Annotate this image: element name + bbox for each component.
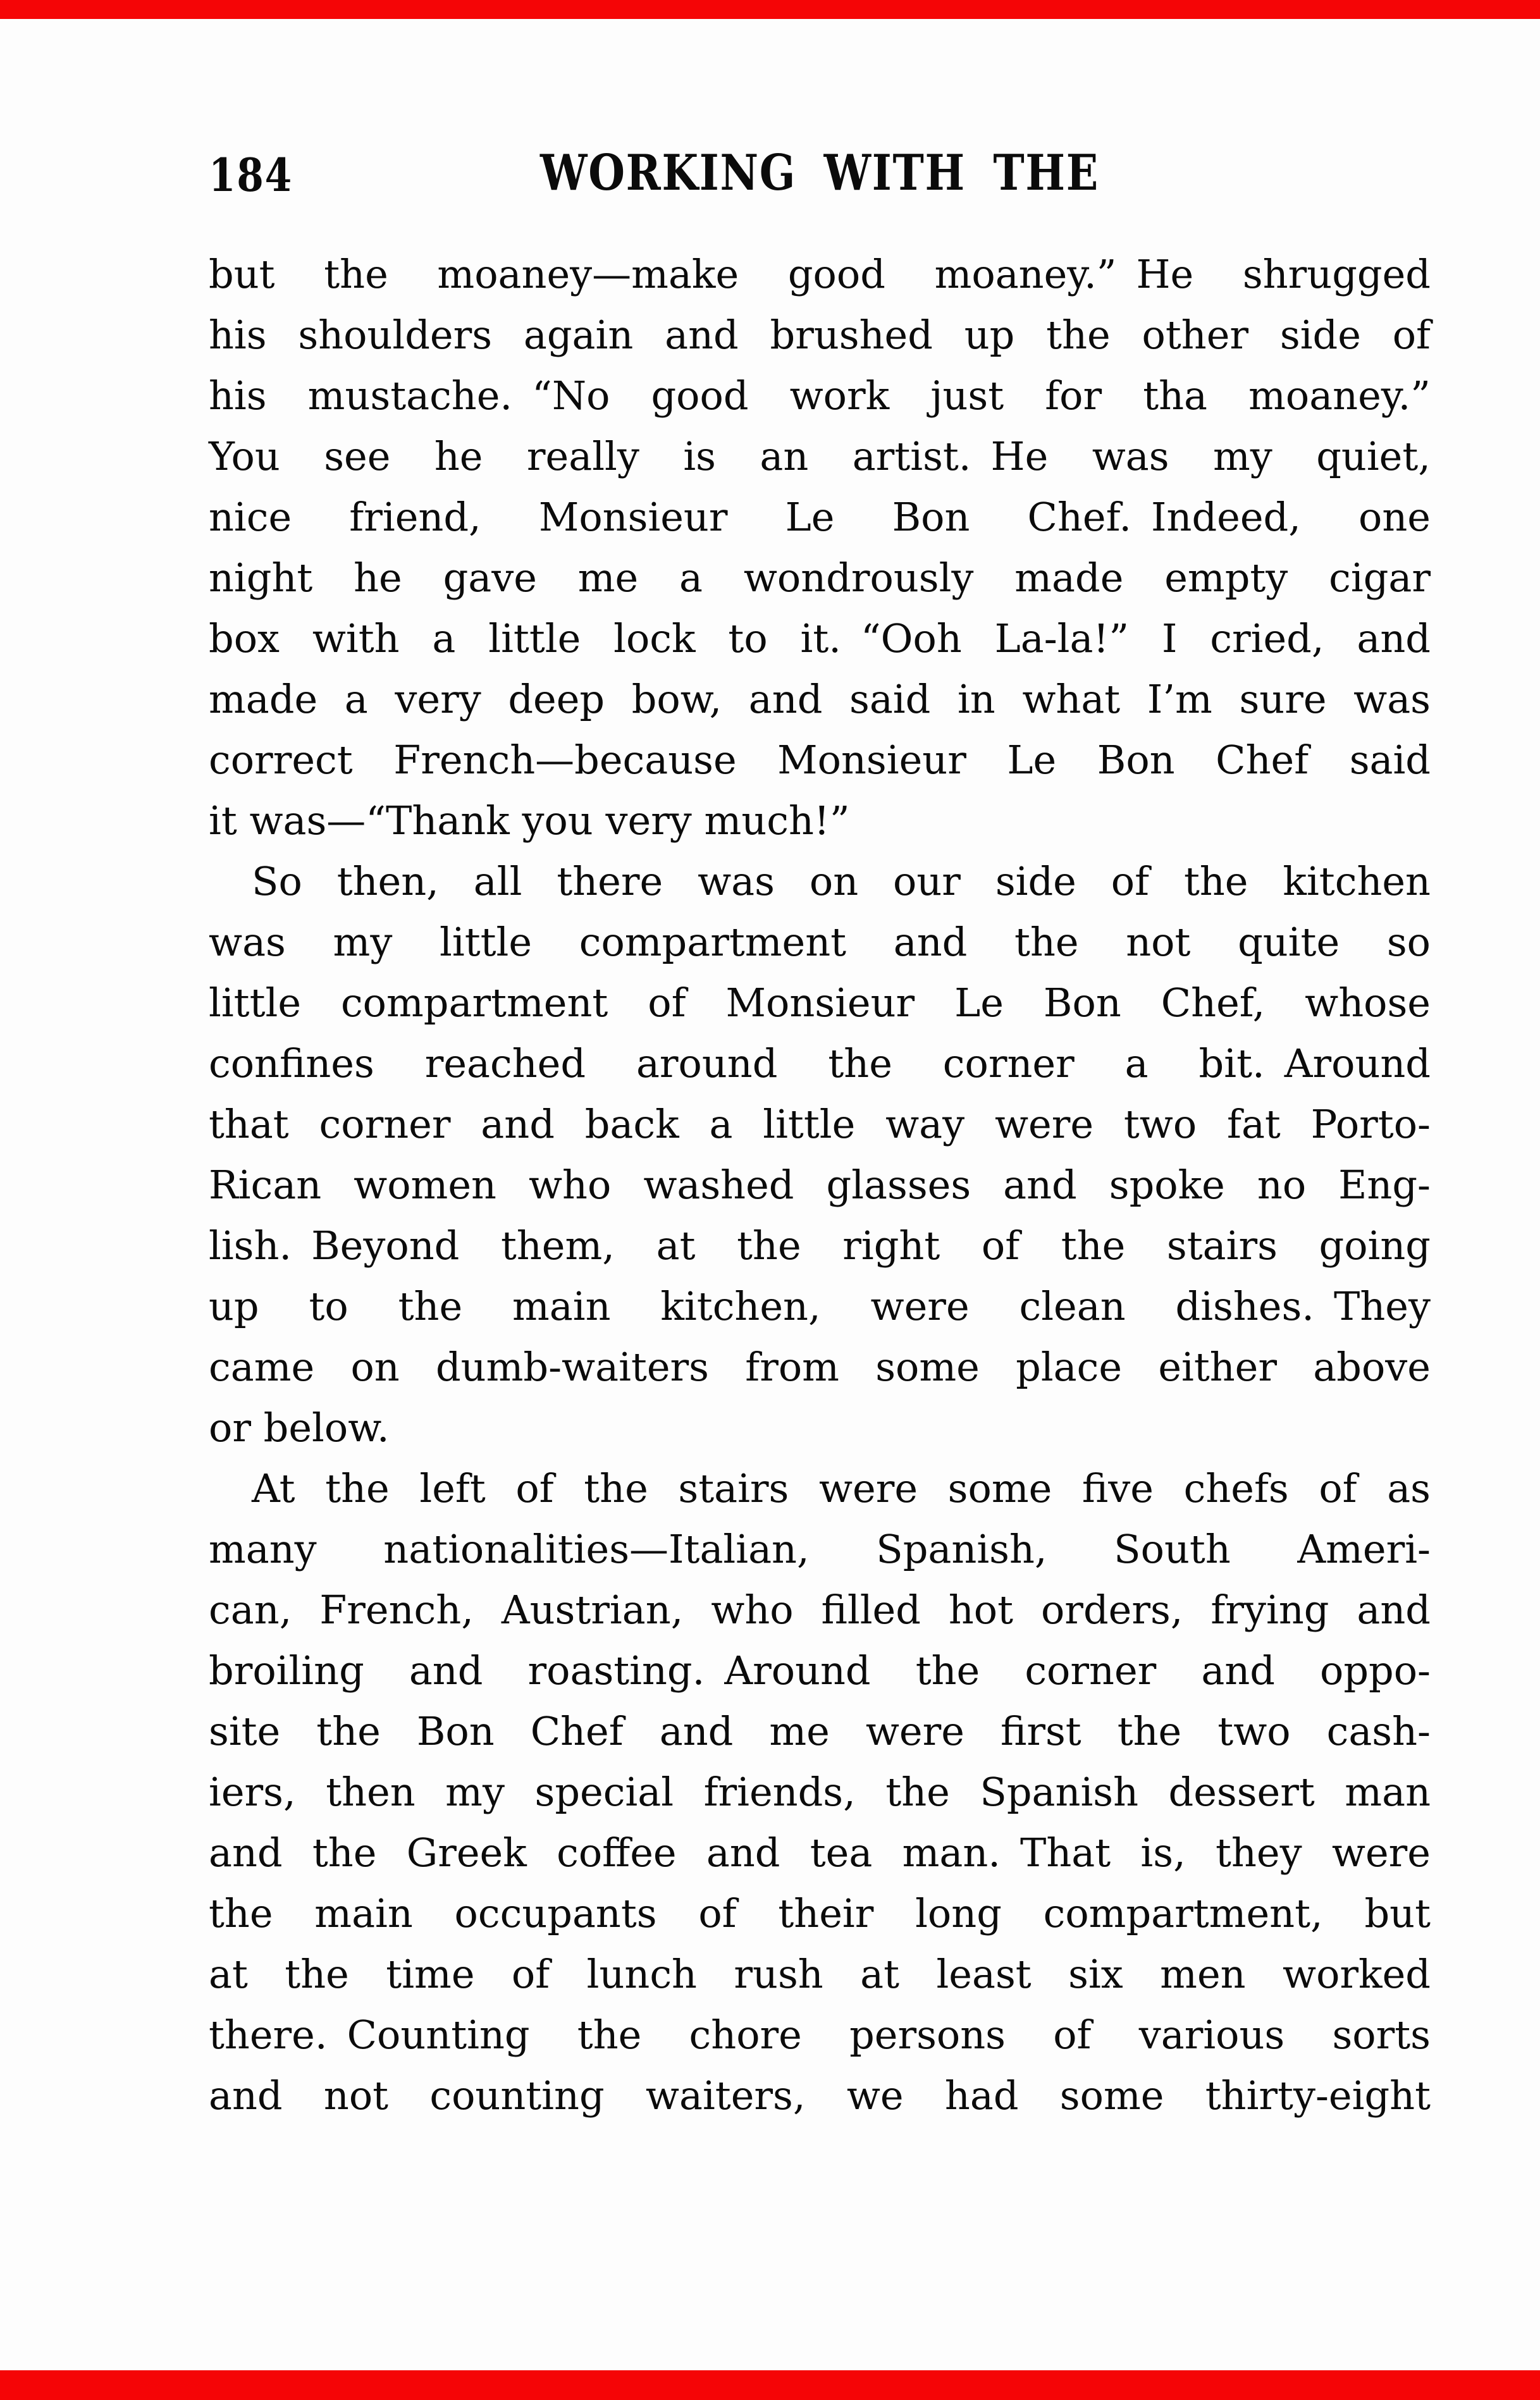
- text-line: night he gave me a wondrously made empty cigar: [209, 555, 1431, 601]
- scan-bar-bottom: [0, 2370, 1540, 2400]
- text-line: made a very deep bow, and said in what I’m sure was: [209, 676, 1431, 722]
- text-line: At the left of the stairs were some five chefs of as: [252, 1465, 1431, 1511]
- text-line: can, French, Austrian, who filled hot orders, frying and: [209, 1587, 1431, 1633]
- text-line: iers, then my special friends, the Spanish dessert man: [209, 1769, 1431, 1815]
- text-line: or below.: [209, 1405, 390, 1451]
- page-header: [209, 144, 1431, 210]
- text-line: it was—“Thank you very much!”: [209, 797, 850, 844]
- text-line: confines reached around the corner a bit. Around: [209, 1040, 1431, 1086]
- text-line: and the Greek coffee and tea man. That is, they were: [209, 1830, 1431, 1876]
- text-line: that corner and back a little way were two fat Porto-: [209, 1101, 1431, 1147]
- text-line: at the time of lunch rush at least six men worked: [209, 1951, 1431, 1997]
- page-number: 184: [209, 148, 293, 202]
- running-title: WORKING WITH THE: [540, 144, 1099, 202]
- text-line: correct French—because Monsieur Le Bon Chef said: [209, 737, 1431, 783]
- text-line: but the moaney—make good moaney.” He shrugged: [209, 251, 1431, 297]
- text-line: You see he really is an artist. He was my quiet,: [209, 433, 1431, 479]
- text-line: broiling and roasting. Around the corner and oppo-: [209, 1647, 1431, 1694]
- text-line: So then, all there was on our side of the kitchen: [252, 858, 1431, 904]
- text-line: lish. Beyond them, at the right of the stairs going: [209, 1222, 1431, 1269]
- text-line: came on dumb-waiters from some place either above: [209, 1344, 1431, 1390]
- text-line: his mustache. “No good work just for tha moaney.”: [209, 372, 1431, 419]
- text-line: many nationalities—Italian, Spanish, South Ameri-: [209, 1526, 1431, 1572]
- paragraph: [209, 1458, 1431, 2126]
- text-line: and not counting waiters, we had some thirty-eight: [209, 2072, 1431, 2119]
- text-line: the main occupants of their long compartment, but: [209, 1890, 1431, 1936]
- text-line: up to the main kitchen, were clean dishes. They: [209, 1283, 1431, 1329]
- scan-bar-top: [0, 0, 1540, 19]
- text-line: box with a little lock to it. “Ooh La-la!” I cried, and: [209, 615, 1431, 662]
- page-body: [209, 244, 1431, 2126]
- text-line: little compartment of Monsieur Le Bon Chef, whose: [209, 980, 1431, 1026]
- text-line: there. Counting the chore persons of various sorts: [209, 2012, 1431, 2058]
- text-line: Rican women who washed glasses and spoke no Eng-: [209, 1162, 1431, 1208]
- text-line: site the Bon Chef and me were first the two cash-: [209, 1708, 1431, 1754]
- text-line: was my little compartment and the not quite so: [209, 919, 1431, 965]
- paragraph: [209, 851, 1431, 1458]
- text-line: his shoulders again and brushed up the other side of: [209, 312, 1431, 358]
- text-line: nice friend, Monsieur Le Bon Chef. Indeed, one: [209, 494, 1431, 540]
- paragraph: [209, 244, 1431, 851]
